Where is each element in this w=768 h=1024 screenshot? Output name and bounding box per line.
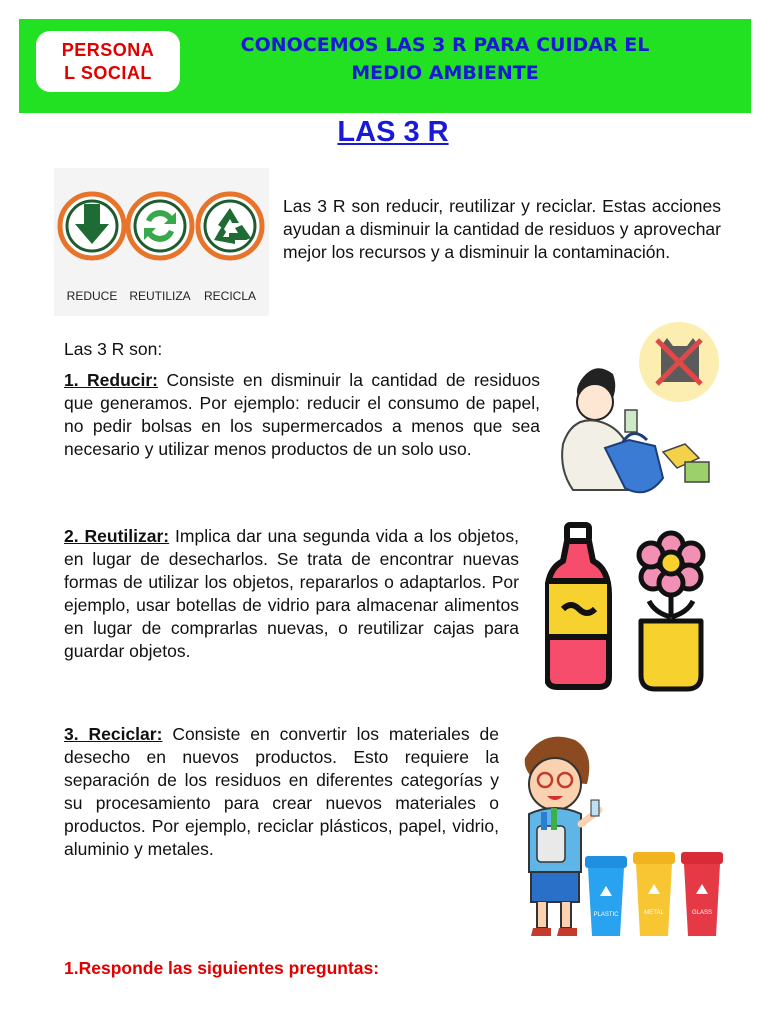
girl-shopping-illustration — [553, 322, 731, 506]
bin-label-metal: METAL — [644, 910, 664, 916]
three-r-logo — [54, 168, 269, 316]
recycle-icon — [198, 194, 262, 258]
glass-bin — [681, 852, 723, 936]
bin-label-glass: GLASS — [691, 910, 713, 916]
metal-bin — [633, 852, 675, 936]
item-text: Consiste en disminuir la cantidad de residuos que generamos. Por ejemplo: reducir el consumo de papel, no pedir bolsas en los supermercados a menos que sea necesario y utilizar menos productos de un solo uso. — [64, 370, 540, 459]
plastic-bin — [585, 856, 627, 936]
item-keyword: 2. Reutilizar: — [64, 526, 170, 546]
subject-line-1: PERSONA — [61, 40, 155, 60]
item-reducir — [64, 369, 540, 461]
page-title: LAS 3 R — [337, 116, 449, 148]
item-reutilizar — [64, 525, 519, 663]
logo-label-recicla: RECICLA — [203, 289, 257, 303]
down-arrow-icon — [60, 194, 124, 258]
reuse-bottle-flower-illustration — [545, 521, 715, 693]
subject-badge — [36, 31, 180, 92]
bin-label-plastic: PLASTIC — [593, 912, 619, 918]
question-heading: 1.Responde las siguientes preguntas: — [64, 958, 380, 978]
bottle-icon — [547, 525, 609, 687]
boy-recycling-illustration — [515, 728, 730, 941]
item-keyword: 1. Reducir: — [64, 370, 159, 390]
header-title: CONOCEMOS LAS 3 R PARA CUIDAR EL MEDIO AMBIENTE — [240, 34, 650, 84]
item-keyword: 3. Reciclar: — [64, 724, 163, 744]
item-reciclar — [64, 723, 499, 861]
list-intro: Las 3 R son: — [64, 339, 163, 359]
logo-label-reduce: REDUCE — [66, 289, 118, 303]
logo-label-reutiliza: REUTILIZA — [129, 289, 191, 303]
item-text: Consiste en convertir los materiales de desecho en nuevos productos. Esto requiere la separación de los residuos en diferentes categorías y su procesamiento para crear nuevos materiales o productos. Por ejemplo, reciclar plásticos, papel, vidrio, aluminio y metales. — [64, 724, 499, 859]
cycle-arrows-icon — [128, 194, 192, 258]
recycling-bins — [585, 852, 723, 936]
intro-paragraph: Las 3 R son reducir, reutilizar y reciclar. Estas acciones ayudan a disminuir la cantidad de residuos y aprovechar mejor los recursos y a disminuir la contaminación. — [283, 196, 721, 262]
subject-line-2: L SOCIAL — [64, 63, 152, 83]
item-text: Implica dar una segunda vida a los objetos, en lugar de desecharlos. Se trata de encontrar nuevas formas de utilizar los objetos, repararlos o adaptarlos. Por ejemplo, usar botellas de vidrio para almacenar alimentos en lugar de comprarlas nuevas, o reutilizar cajas para guardar objetos. — [64, 526, 519, 661]
flower-pot-icon — [639, 533, 703, 689]
